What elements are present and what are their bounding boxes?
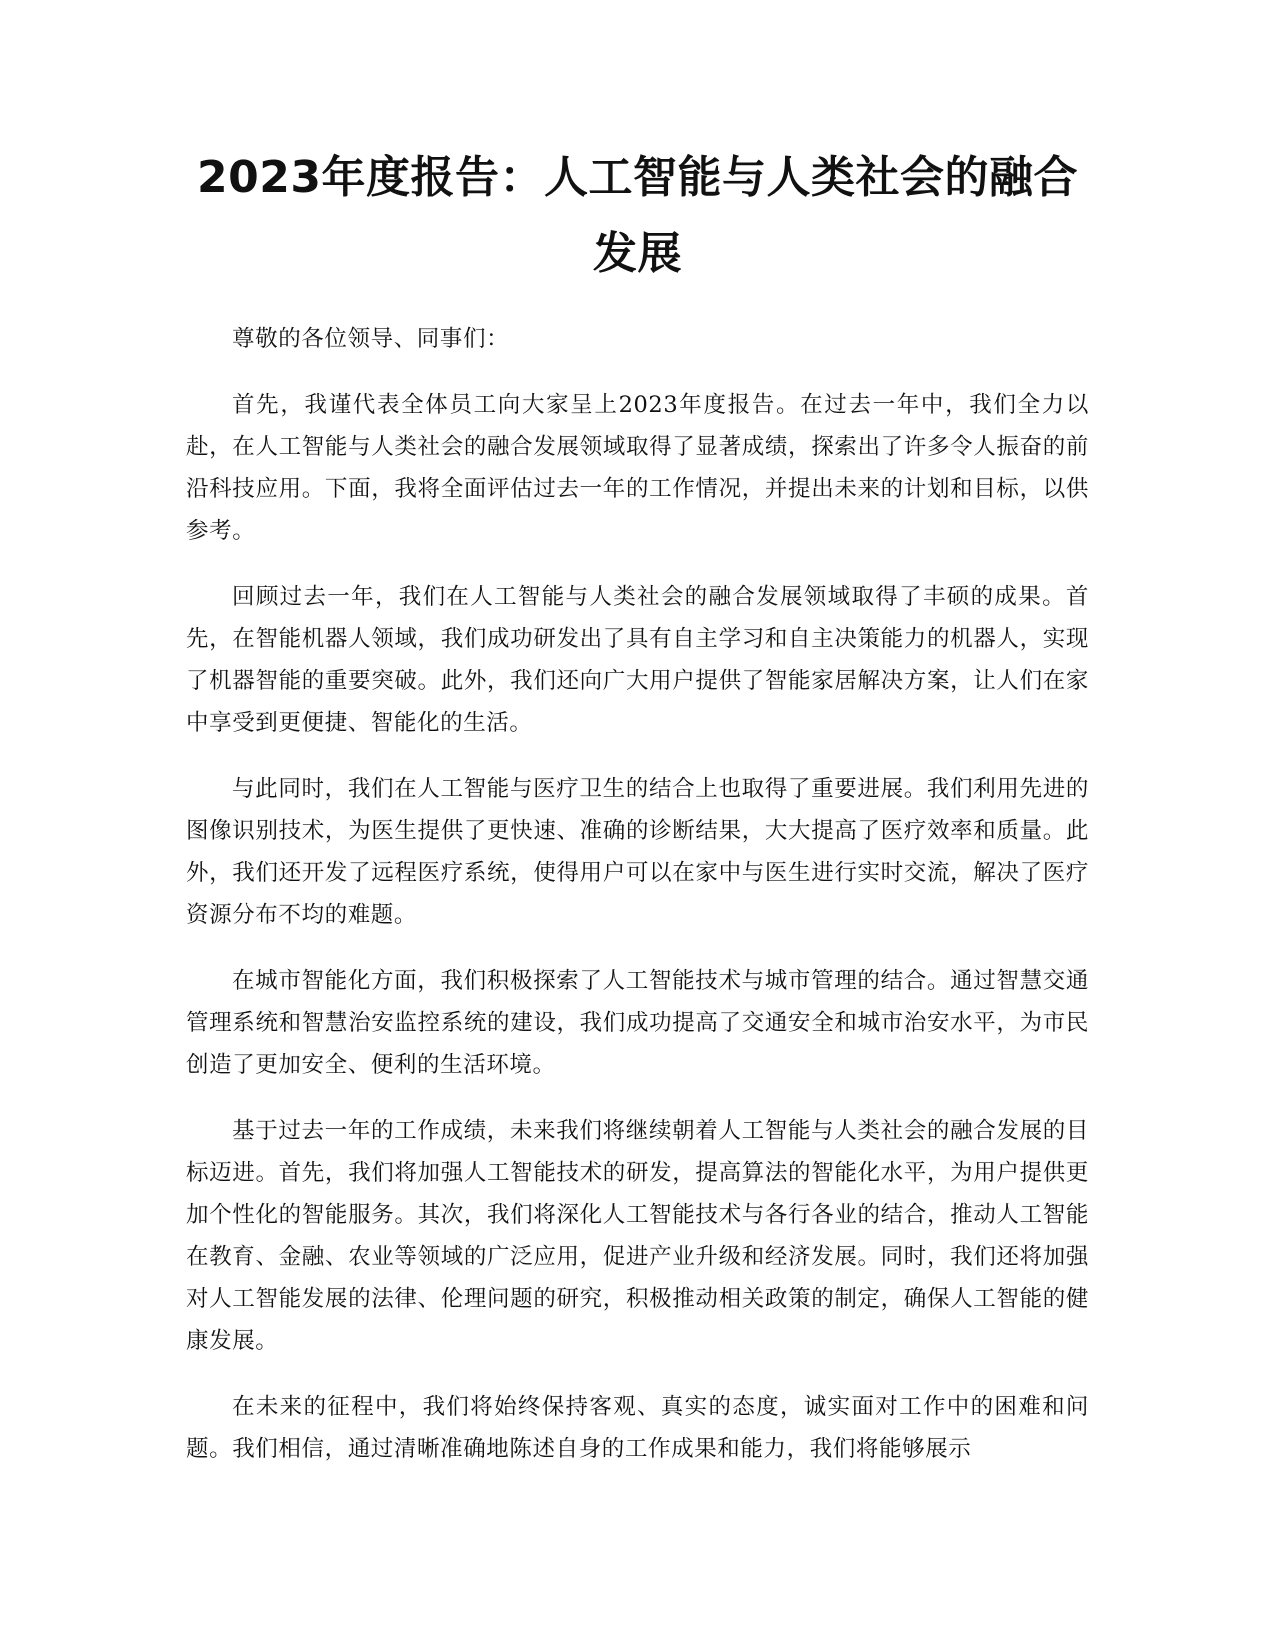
document-title: 2023年度报告：人工智能与人类社会的融合发展 — [197, 152, 1078, 279]
paragraph-salutation: 尊敬的各位领导、同事们： — [232, 326, 510, 352]
paragraph-healthcare: 与此同时，我们在人工智能与医疗卫生的结合上也取得了重要进展。我们利用先进的图像识别技术，为医生提供了更快速、准确的诊断结果，大大提高了医疗效率和质量。此外，我们还开发了远程医疗系统，使得用户可以在家中与医生进行实时交流，解决了医疗资源分布不均的难题。 — [186, 776, 1089, 928]
paragraph-future-plans: 基于过去一年的工作成绩，未来我们将继续朝着人工智能与人类社会的融合发展的目标迈进。首先，我们将加强人工智能技术的研发，提高算法的智能化水平，为用户提供更加个性化的智能服务。其次，我们将深化人工智能技术与各行各业的结合，推动人工智能在教育、金融、农业等领域的广泛应用，促进产业升级和经济发展。同时，我们还将加强对人工智能发展的法律、伦理问题的研究，积极推动相关政策的制定，确保人工智能的健康发展。 — [186, 1118, 1089, 1354]
paragraph-robotics-review: 回顾过去一年，我们在人工智能与人类社会的融合发展领域取得了丰硕的成果。首先，在智能机器人领域，我们成功研发出了具有自主学习和自主决策能力的机器人，实现了机器智能的重要突破。此外，我们还向广大用户提供了智能家居解决方案，让人们在家中享受到更便捷、智能化的生活。 — [186, 584, 1089, 736]
paragraph-introduction: 首先，我谨代表全体员工向大家呈上2023年度报告。在过去一年中，我们全力以赴，在人工智能与人类社会的融合发展领域取得了显著成绩，探索出了许多令人振奋的前沿科技应用。下面，我将全面评估过去一年的工作情况，并提出未来的计划和目标，以供参考。 — [186, 392, 1089, 544]
document-body — [186, 318, 1089, 1494]
paragraph-smart-city: 在城市智能化方面，我们积极探索了人工智能技术与城市管理的结合。通过智慧交通管理系统和智慧治安监控系统的建设，我们成功提高了交通安全和城市治安水平，为市民创造了更加安全、便利的生活环境。 — [186, 968, 1089, 1078]
paragraph-closing: 在未来的征程中，我们将始终保持客观、真实的态度，诚实面对工作中的困难和问题。我们相信，通过清晰准确地陈述自身的工作成果和能力，我们将能够展示 — [186, 1394, 1089, 1462]
